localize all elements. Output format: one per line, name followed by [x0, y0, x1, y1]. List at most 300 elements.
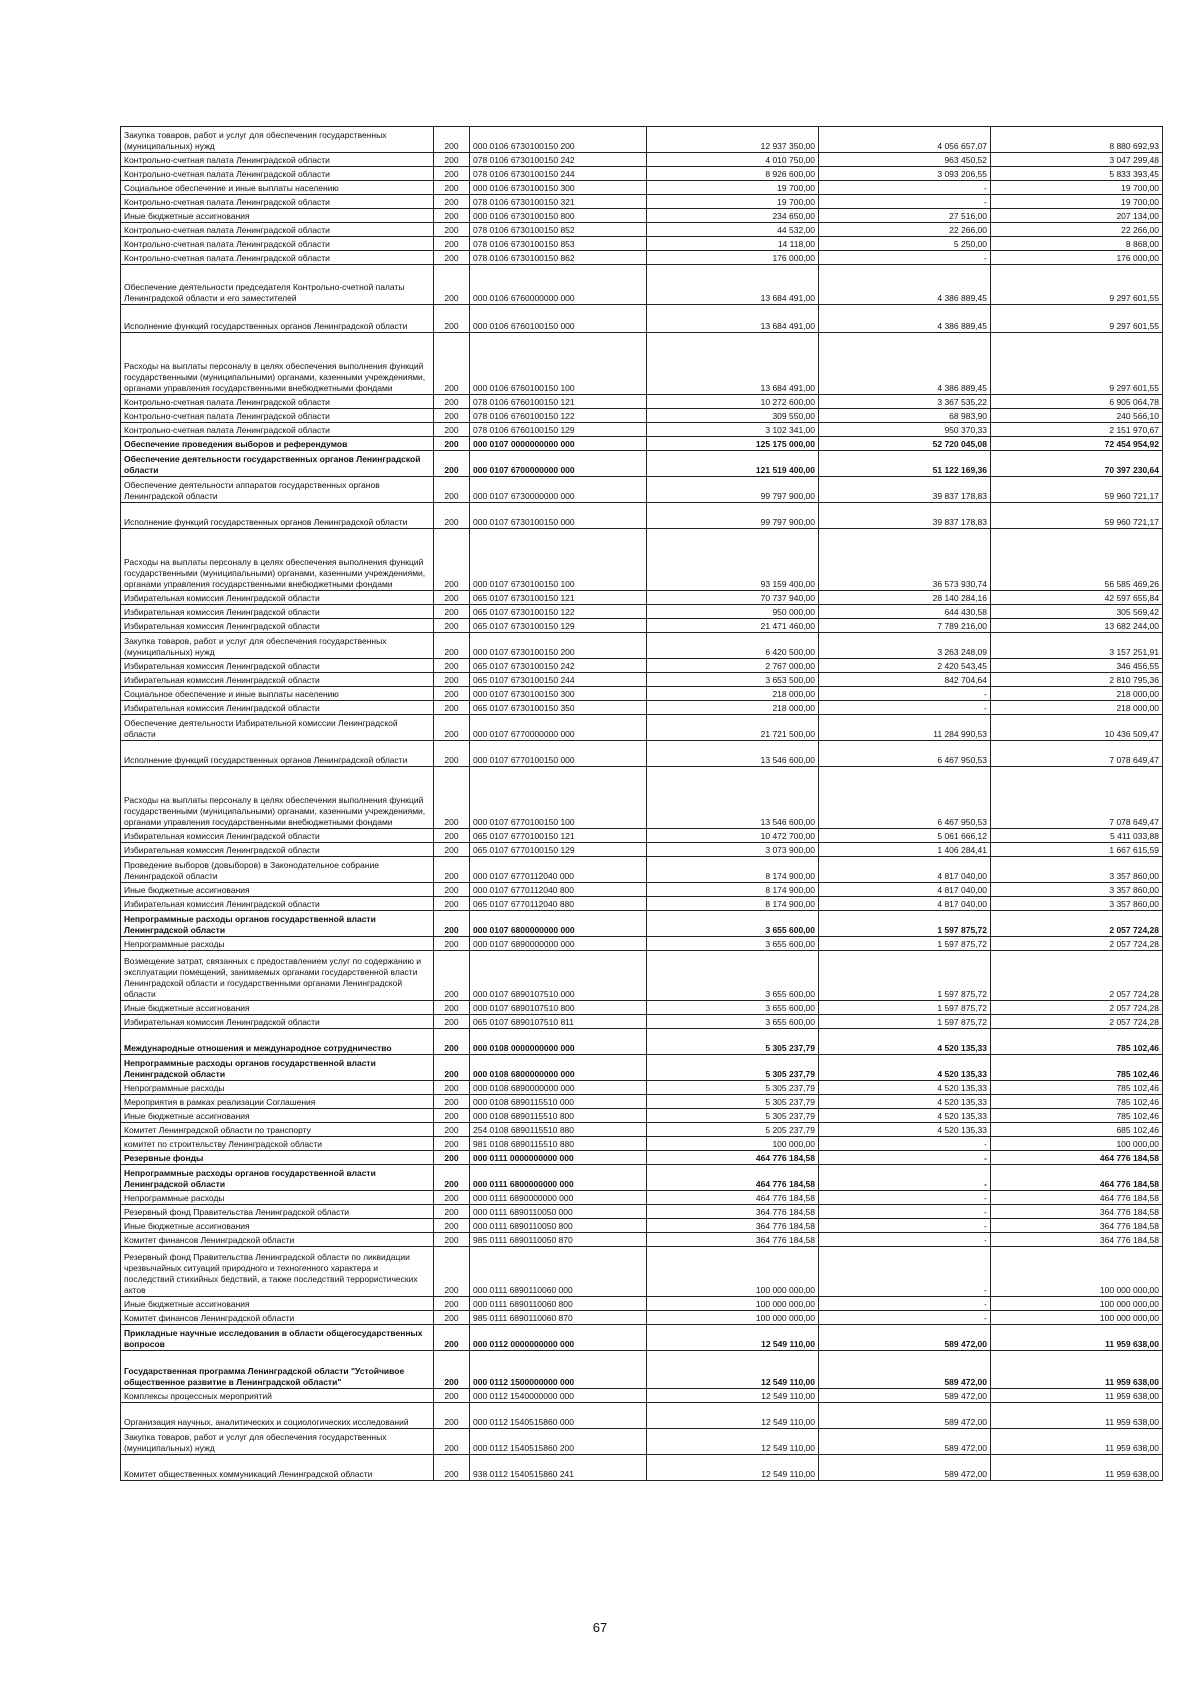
- line-code-cell: 200: [434, 701, 470, 715]
- budget-classification-code-cell: 078 0106 6760100150 121: [470, 395, 647, 409]
- line-code-cell: 200: [434, 1029, 470, 1055]
- approved-amount-cell: 100 000,00: [647, 1137, 819, 1151]
- unexecuted-amount-cell: 218 000,00: [991, 687, 1163, 701]
- table-row: [121, 251, 1163, 265]
- executed-amount-cell: 1 597 875,72: [819, 911, 991, 937]
- approved-amount-cell: 5 305 237,79: [647, 1095, 819, 1109]
- expense-name-cell: Комитет финансов Ленинградской области: [121, 1311, 434, 1325]
- table-row: [121, 633, 1163, 659]
- line-code-cell: 200: [434, 687, 470, 701]
- approved-amount-cell: 464 776 184,58: [647, 1191, 819, 1205]
- expense-name-cell: Иные бюджетные ассигнования: [121, 1001, 434, 1015]
- executed-amount-cell: 963 450,52: [819, 153, 991, 167]
- budget-classification-code-cell: 000 0108 6800000000 000: [470, 1055, 647, 1081]
- executed-amount-cell: -: [819, 1137, 991, 1151]
- table-row: [121, 265, 1163, 305]
- line-code-cell: 200: [434, 741, 470, 767]
- budget-classification-code-cell: 000 0107 6700000000 000: [470, 451, 647, 477]
- unexecuted-amount-cell: 11 959 638,00: [991, 1389, 1163, 1403]
- budget-classification-code-cell: 000 0107 6730000000 000: [470, 477, 647, 503]
- budget-classification-code-cell: 065 0107 6730100150 129: [470, 619, 647, 633]
- expense-name-cell: Контрольно-счетная палата Ленинградской области: [121, 195, 434, 209]
- unexecuted-amount-cell: 42 597 655,84: [991, 591, 1163, 605]
- unexecuted-amount-cell: 5 833 393,45: [991, 167, 1163, 181]
- executed-amount-cell: -: [819, 687, 991, 701]
- budget-classification-code-cell: 000 0106 6730100150 300: [470, 181, 647, 195]
- table-row: [121, 1233, 1163, 1247]
- table-row: [121, 223, 1163, 237]
- table-row: [121, 1095, 1163, 1109]
- line-code-cell: 200: [434, 1219, 470, 1233]
- budget-classification-code-cell: 000 0112 1540515860 000: [470, 1403, 647, 1429]
- unexecuted-amount-cell: 8 868,00: [991, 237, 1163, 251]
- expense-name-cell: Иные бюджетные ассигнования: [121, 1109, 434, 1123]
- executed-amount-cell: 5 061 666,12: [819, 829, 991, 843]
- approved-amount-cell: 464 776 184,58: [647, 1151, 819, 1165]
- executed-amount-cell: 589 472,00: [819, 1325, 991, 1351]
- unexecuted-amount-cell: 2 057 724,28: [991, 951, 1163, 1001]
- executed-amount-cell: 1 406 284,41: [819, 843, 991, 857]
- unexecuted-amount-cell: 100 000 000,00: [991, 1297, 1163, 1311]
- expense-name-cell: Избирательная комиссия Ленинградской области: [121, 897, 434, 911]
- table-row: [121, 1351, 1163, 1389]
- executed-amount-cell: 589 472,00: [819, 1429, 991, 1455]
- unexecuted-amount-cell: 100 000 000,00: [991, 1311, 1163, 1325]
- table-row: [121, 127, 1163, 153]
- expense-name-cell: Иные бюджетные ассигнования: [121, 1297, 434, 1311]
- unexecuted-amount-cell: 59 960 721,17: [991, 477, 1163, 503]
- line-code-cell: 200: [434, 423, 470, 437]
- approved-amount-cell: 4 010 750,00: [647, 153, 819, 167]
- expense-name-cell: Исполнение функций государственных органов Ленинградской области: [121, 741, 434, 767]
- unexecuted-amount-cell: 2 057 724,28: [991, 1001, 1163, 1015]
- expense-name-cell: Контрольно-счетная палата Ленинградской области: [121, 409, 434, 423]
- approved-amount-cell: 13 684 491,00: [647, 333, 819, 395]
- line-code-cell: 200: [434, 897, 470, 911]
- unexecuted-amount-cell: 364 776 184,58: [991, 1233, 1163, 1247]
- line-code-cell: 200: [434, 237, 470, 251]
- table-row: [121, 1205, 1163, 1219]
- unexecuted-amount-cell: 11 959 638,00: [991, 1429, 1163, 1455]
- approved-amount-cell: 364 776 184,58: [647, 1219, 819, 1233]
- expense-name-cell: Избирательная комиссия Ленинградской области: [121, 829, 434, 843]
- budget-classification-code-cell: 065 0107 6730100150 244: [470, 673, 647, 687]
- approved-amount-cell: 364 776 184,58: [647, 1205, 819, 1219]
- executed-amount-cell: 4 520 135,33: [819, 1109, 991, 1123]
- executed-amount-cell: 3 093 206,55: [819, 167, 991, 181]
- table-row: [121, 209, 1163, 223]
- table-row: [121, 1001, 1163, 1015]
- line-code-cell: 200: [434, 1297, 470, 1311]
- unexecuted-amount-cell: 9 297 601,55: [991, 333, 1163, 395]
- executed-amount-cell: 52 720 045,08: [819, 437, 991, 451]
- executed-amount-cell: -: [819, 1297, 991, 1311]
- executed-amount-cell: -: [819, 701, 991, 715]
- page-number: 67: [592, 1620, 608, 1635]
- table-row: [121, 1137, 1163, 1151]
- unexecuted-amount-cell: 8 880 692,93: [991, 127, 1163, 153]
- line-code-cell: 200: [434, 1247, 470, 1297]
- table-row: [121, 1247, 1163, 1297]
- unexecuted-amount-cell: 100 000 000,00: [991, 1247, 1163, 1297]
- expense-name-cell: Закупка товаров, работ и услуг для обеспечения государственных (муниципальных) нужд: [121, 127, 434, 153]
- unexecuted-amount-cell: 218 000,00: [991, 701, 1163, 715]
- expense-name-cell: Закупка товаров, работ и услуг для обеспечения государственных (муниципальных) нужд: [121, 1429, 434, 1455]
- line-code-cell: 200: [434, 1429, 470, 1455]
- line-code-cell: 200: [434, 591, 470, 605]
- line-code-cell: 200: [434, 265, 470, 305]
- expense-name-cell: Иные бюджетные ассигнования: [121, 209, 434, 223]
- unexecuted-amount-cell: 464 776 184,58: [991, 1165, 1163, 1191]
- budget-classification-code-cell: 078 0106 6730100150 853: [470, 237, 647, 251]
- approved-amount-cell: 950 000,00: [647, 605, 819, 619]
- expense-name-cell: Социальное обеспечение и иные выплаты населению: [121, 687, 434, 701]
- approved-amount-cell: 6 420 500,00: [647, 633, 819, 659]
- unexecuted-amount-cell: 9 297 601,55: [991, 305, 1163, 333]
- table-row: [121, 857, 1163, 883]
- expense-name-cell: Прикладные научные исследования в области общегосударственных вопросов: [121, 1325, 434, 1351]
- table-row: [121, 1081, 1163, 1095]
- expense-name-cell: Избирательная комиссия Ленинградской области: [121, 843, 434, 857]
- budget-classification-code-cell: 000 0107 6890000000 000: [470, 937, 647, 951]
- line-code-cell: 200: [434, 409, 470, 423]
- table-row: [121, 395, 1163, 409]
- approved-amount-cell: 99 797 900,00: [647, 503, 819, 529]
- line-code-cell: 200: [434, 1191, 470, 1205]
- budget-classification-code-cell: 000 0107 6770100150 000: [470, 741, 647, 767]
- approved-amount-cell: 2 767 000,00: [647, 659, 819, 673]
- approved-amount-cell: 13 546 600,00: [647, 741, 819, 767]
- expense-name-cell: Избирательная комиссия Ленинградской области: [121, 591, 434, 605]
- budget-classification-code-cell: 000 0107 6770100150 100: [470, 767, 647, 829]
- unexecuted-amount-cell: 11 959 638,00: [991, 1455, 1163, 1481]
- executed-amount-cell: 4 520 135,33: [819, 1095, 991, 1109]
- line-code-cell: 200: [434, 503, 470, 529]
- executed-amount-cell: 4 817 040,00: [819, 857, 991, 883]
- unexecuted-amount-cell: 6 905 064,78: [991, 395, 1163, 409]
- budget-classification-code-cell: 000 0111 6890110060 000: [470, 1247, 647, 1297]
- budget-classification-code-cell: 000 0107 6770000000 000: [470, 715, 647, 741]
- table-row: [121, 167, 1163, 181]
- executed-amount-cell: 644 430,58: [819, 605, 991, 619]
- approved-amount-cell: 12 549 110,00: [647, 1389, 819, 1403]
- approved-amount-cell: 13 684 491,00: [647, 265, 819, 305]
- executed-amount-cell: -: [819, 1205, 991, 1219]
- budget-classification-code-cell: 065 0107 6770100150 129: [470, 843, 647, 857]
- unexecuted-amount-cell: 3 047 299,48: [991, 153, 1163, 167]
- approved-amount-cell: 364 776 184,58: [647, 1233, 819, 1247]
- unexecuted-amount-cell: 72 454 954,92: [991, 437, 1163, 451]
- expense-name-cell: Исполнение функций государственных органов Ленинградской области: [121, 305, 434, 333]
- approved-amount-cell: 218 000,00: [647, 687, 819, 701]
- approved-amount-cell: 12 549 110,00: [647, 1455, 819, 1481]
- expense-name-cell: Непрограммные расходы органов государственной власти Ленинградской области: [121, 1055, 434, 1081]
- expense-name-cell: Резервный фонд Правительства Ленинградской области по ликвидации чрезвычайных ситуаций природного и техногенного характера и последствий стихийных бедствий, а также последствий террористических актов: [121, 1247, 434, 1297]
- expense-name-cell: Мероприятия в рамках реализации Соглашения: [121, 1095, 434, 1109]
- budget-classification-code-cell: 000 0107 6730100150 100: [470, 529, 647, 591]
- budget-classification-code-cell: 000 0111 0000000000 000: [470, 1151, 647, 1165]
- executed-amount-cell: 589 472,00: [819, 1351, 991, 1389]
- line-code-cell: 200: [434, 1311, 470, 1325]
- line-code-cell: 200: [434, 1389, 470, 1403]
- unexecuted-amount-cell: 9 297 601,55: [991, 265, 1163, 305]
- approved-amount-cell: 44 532,00: [647, 223, 819, 237]
- expense-name-cell: Резервные фонды: [121, 1151, 434, 1165]
- table-row: [121, 1311, 1163, 1325]
- table-row: [121, 195, 1163, 209]
- line-code-cell: 200: [434, 167, 470, 181]
- executed-amount-cell: 27 516,00: [819, 209, 991, 223]
- table-row: [121, 1455, 1163, 1481]
- expense-name-cell: Комитет Ленинградской области по транспорту: [121, 1123, 434, 1137]
- line-code-cell: 200: [434, 1137, 470, 1151]
- approved-amount-cell: 8 174 900,00: [647, 897, 819, 911]
- expense-name-cell: Иные бюджетные ассигнования: [121, 883, 434, 897]
- executed-amount-cell: 4 386 889,45: [819, 333, 991, 395]
- table-row: [121, 1151, 1163, 1165]
- table-row: [121, 333, 1163, 395]
- table-row: [121, 659, 1163, 673]
- expense-name-cell: Избирательная комиссия Ленинградской области: [121, 701, 434, 715]
- budget-classification-code-cell: 065 0107 6730100150 350: [470, 701, 647, 715]
- line-code-cell: 200: [434, 195, 470, 209]
- executed-amount-cell: -: [819, 1165, 991, 1191]
- table-row: [121, 181, 1163, 195]
- expense-name-cell: Государственная программа Ленинградской области "Устойчивое общественное развитие в Ленинградской области": [121, 1351, 434, 1389]
- budget-classification-code-cell: 078 0106 6730100150 244: [470, 167, 647, 181]
- approved-amount-cell: 5 205 237,79: [647, 1123, 819, 1137]
- unexecuted-amount-cell: 19 700,00: [991, 181, 1163, 195]
- unexecuted-amount-cell: 7 078 649,47: [991, 767, 1163, 829]
- table-row: [121, 843, 1163, 857]
- budget-classification-code-cell: 000 0107 6730100150 300: [470, 687, 647, 701]
- executed-amount-cell: 842 704,64: [819, 673, 991, 687]
- budget-classification-code-cell: 000 0111 6890000000 000: [470, 1191, 647, 1205]
- executed-amount-cell: 4 817 040,00: [819, 883, 991, 897]
- line-code-cell: 200: [434, 209, 470, 223]
- unexecuted-amount-cell: 7 078 649,47: [991, 741, 1163, 767]
- unexecuted-amount-cell: 2 057 724,28: [991, 911, 1163, 937]
- approved-amount-cell: 8 926 600,00: [647, 167, 819, 181]
- expense-name-cell: Резервный фонд Правительства Ленинградской области: [121, 1205, 434, 1219]
- executed-amount-cell: -: [819, 1247, 991, 1297]
- budget-classification-code-cell: 000 0108 6890000000 000: [470, 1081, 647, 1095]
- line-code-cell: 200: [434, 305, 470, 333]
- line-code-cell: 200: [434, 883, 470, 897]
- table-row: [121, 1123, 1163, 1137]
- line-code-cell: 200: [434, 767, 470, 829]
- table-row: [121, 1165, 1163, 1191]
- approved-amount-cell: 12 549 110,00: [647, 1429, 819, 1455]
- line-code-cell: 200: [434, 829, 470, 843]
- executed-amount-cell: -: [819, 1233, 991, 1247]
- unexecuted-amount-cell: 2 151 970,67: [991, 423, 1163, 437]
- executed-amount-cell: 68 983,90: [819, 409, 991, 423]
- table-row: [121, 1029, 1163, 1055]
- budget-classification-code-cell: 000 0106 6760100150 000: [470, 305, 647, 333]
- approved-amount-cell: 5 305 237,79: [647, 1081, 819, 1095]
- approved-amount-cell: 234 650,00: [647, 209, 819, 223]
- line-code-cell: 200: [434, 395, 470, 409]
- approved-amount-cell: 3 655 600,00: [647, 1015, 819, 1029]
- unexecuted-amount-cell: 364 776 184,58: [991, 1205, 1163, 1219]
- line-code-cell: 200: [434, 1081, 470, 1095]
- approved-amount-cell: 13 546 600,00: [647, 767, 819, 829]
- approved-amount-cell: 70 737 940,00: [647, 591, 819, 605]
- executed-amount-cell: 4 520 135,33: [819, 1029, 991, 1055]
- unexecuted-amount-cell: 785 102,46: [991, 1081, 1163, 1095]
- executed-amount-cell: 4 386 889,45: [819, 305, 991, 333]
- unexecuted-amount-cell: 59 960 721,17: [991, 503, 1163, 529]
- line-code-cell: 200: [434, 1351, 470, 1389]
- budget-classification-code-cell: 000 0108 6890115510 800: [470, 1109, 647, 1123]
- line-code-cell: 200: [434, 911, 470, 937]
- budget-classification-code-cell: 938 0112 1540515860 241: [470, 1455, 647, 1481]
- table-row: [121, 423, 1163, 437]
- expense-name-cell: комитет по строительству Ленинградской области: [121, 1137, 434, 1151]
- approved-amount-cell: 309 550,00: [647, 409, 819, 423]
- expense-name-cell: Обеспечение деятельности председателя Контрольно-счетной палаты Ленинградской области и его заместителей: [121, 265, 434, 305]
- expense-name-cell: Закупка товаров, работ и услуг для обеспечения государственных (муниципальных) нужд: [121, 633, 434, 659]
- expense-name-cell: Социальное обеспечение и иные выплаты населению: [121, 181, 434, 195]
- line-code-cell: 200: [434, 1151, 470, 1165]
- budget-classification-code-cell: 078 0106 6730100150 862: [470, 251, 647, 265]
- budget-classification-code-cell: 000 0108 0000000000 000: [470, 1029, 647, 1055]
- executed-amount-cell: 39 837 178,83: [819, 477, 991, 503]
- line-code-cell: 200: [434, 1403, 470, 1429]
- approved-amount-cell: 93 159 400,00: [647, 529, 819, 591]
- unexecuted-amount-cell: 11 959 638,00: [991, 1403, 1163, 1429]
- table-row: [121, 529, 1163, 591]
- table-row: [121, 951, 1163, 1001]
- approved-amount-cell: 19 700,00: [647, 195, 819, 209]
- executed-amount-cell: 2 420 543,45: [819, 659, 991, 673]
- expense-name-cell: Обеспечение деятельности государственных органов Ленинградской области: [121, 451, 434, 477]
- unexecuted-amount-cell: 100 000,00: [991, 1137, 1163, 1151]
- executed-amount-cell: 950 370,33: [819, 423, 991, 437]
- budget-classification-code-cell: 000 0107 0000000000 000: [470, 437, 647, 451]
- expense-name-cell: Комплексы процессных мероприятий: [121, 1389, 434, 1403]
- budget-classification-code-cell: 078 0106 6730100150 321: [470, 195, 647, 209]
- executed-amount-cell: 6 467 950,53: [819, 741, 991, 767]
- executed-amount-cell: 11 284 990,53: [819, 715, 991, 741]
- approved-amount-cell: 3 655 600,00: [647, 951, 819, 1001]
- unexecuted-amount-cell: 785 102,46: [991, 1055, 1163, 1081]
- budget-classification-code-cell: 078 0106 6760100150 122: [470, 409, 647, 423]
- unexecuted-amount-cell: 685 102,46: [991, 1123, 1163, 1137]
- approved-amount-cell: 100 000 000,00: [647, 1311, 819, 1325]
- approved-amount-cell: 21 471 460,00: [647, 619, 819, 633]
- expense-name-cell: Избирательная комиссия Ленинградской области: [121, 619, 434, 633]
- table-row: [121, 1055, 1163, 1081]
- expense-name-cell: Избирательная комиссия Ленинградской области: [121, 1015, 434, 1029]
- budget-classification-code-cell: 065 0107 6730100150 242: [470, 659, 647, 673]
- table-row: [121, 591, 1163, 605]
- table-row: [121, 1403, 1163, 1429]
- approved-amount-cell: 19 700,00: [647, 181, 819, 195]
- budget-classification-code-cell: 065 0107 6730100150 122: [470, 605, 647, 619]
- executed-amount-cell: 3 263 248,09: [819, 633, 991, 659]
- executed-amount-cell: 36 573 930,74: [819, 529, 991, 591]
- expense-name-cell: Непрограммные расходы: [121, 937, 434, 951]
- budget-classification-code-cell: 000 0111 6890110060 800: [470, 1297, 647, 1311]
- approved-amount-cell: 13 684 491,00: [647, 305, 819, 333]
- unexecuted-amount-cell: 2 057 724,28: [991, 1015, 1163, 1029]
- executed-amount-cell: 6 467 950,53: [819, 767, 991, 829]
- expense-name-cell: Контрольно-счетная палата Ленинградской области: [121, 237, 434, 251]
- approved-amount-cell: 100 000 000,00: [647, 1297, 819, 1311]
- table-row: [121, 829, 1163, 843]
- expense-name-cell: Непрограммные расходы: [121, 1081, 434, 1095]
- expense-name-cell: Контрольно-счетная палата Ленинградской области: [121, 251, 434, 265]
- expense-name-cell: Контрольно-счетная палата Ленинградской области: [121, 395, 434, 409]
- expense-name-cell: Контрольно-счетная палата Ленинградской области: [121, 223, 434, 237]
- expense-name-cell: Комитет общественных коммуникаций Ленинградской области: [121, 1455, 434, 1481]
- line-code-cell: 200: [434, 437, 470, 451]
- budget-classification-code-cell: 000 0107 6730100150 000: [470, 503, 647, 529]
- table-row: [121, 715, 1163, 741]
- budget-classification-code-cell: 000 0112 1540515860 200: [470, 1429, 647, 1455]
- unexecuted-amount-cell: 3 357 860,00: [991, 883, 1163, 897]
- table-row: [121, 437, 1163, 451]
- executed-amount-cell: 1 597 875,72: [819, 1015, 991, 1029]
- budget-classification-code-cell: 078 0106 6760100150 129: [470, 423, 647, 437]
- unexecuted-amount-cell: 364 776 184,58: [991, 1219, 1163, 1233]
- approved-amount-cell: 5 305 237,79: [647, 1029, 819, 1055]
- unexecuted-amount-cell: 464 776 184,58: [991, 1151, 1163, 1165]
- executed-amount-cell: 4 520 135,33: [819, 1081, 991, 1095]
- budget-classification-code-cell: 000 0106 6760100150 100: [470, 333, 647, 395]
- table-row: [121, 1015, 1163, 1029]
- budget-classification-code-cell: 000 0112 1500000000 000: [470, 1351, 647, 1389]
- budget-classification-code-cell: 065 0107 6770100150 121: [470, 829, 647, 843]
- expense-name-cell: Расходы на выплаты персоналу в целях обеспечения выполнения функций государственными (муниципальными) органами, казенными учреждениями, органами управления государственными внебюджетными фондами: [121, 333, 434, 395]
- line-code-cell: 200: [434, 1001, 470, 1015]
- expense-name-cell: Избирательная комиссия Ленинградской области: [121, 659, 434, 673]
- unexecuted-amount-cell: 10 436 509,47: [991, 715, 1163, 741]
- table-row: [121, 1109, 1163, 1123]
- expense-name-cell: Расходы на выплаты персоналу в целях обеспечения выполнения функций государственными (муниципальными) органами, казенными учреждениями, органами управления государственными внебюджетными фондами: [121, 767, 434, 829]
- approved-amount-cell: 100 000 000,00: [647, 1247, 819, 1297]
- budget-classification-code-cell: 254 0108 6890115510 880: [470, 1123, 647, 1137]
- budget-classification-code-cell: 000 0106 6760000000 000: [470, 265, 647, 305]
- budget-classification-code-cell: 065 0107 6730100150 121: [470, 591, 647, 605]
- expense-name-cell: Контрольно-счетная палата Ленинградской области: [121, 423, 434, 437]
- executed-amount-cell: -: [819, 181, 991, 195]
- line-code-cell: 200: [434, 619, 470, 633]
- executed-amount-cell: 5 250,00: [819, 237, 991, 251]
- executed-amount-cell: -: [819, 1311, 991, 1325]
- expense-name-cell: Обеспечение деятельности Избирательной комиссии Ленинградской области: [121, 715, 434, 741]
- executed-amount-cell: -: [819, 195, 991, 209]
- line-code-cell: 200: [434, 1455, 470, 1481]
- executed-amount-cell: 4 386 889,45: [819, 265, 991, 305]
- line-code-cell: 200: [434, 1165, 470, 1191]
- executed-amount-cell: -: [819, 1151, 991, 1165]
- budget-classification-code-cell: 981 0108 6890115510 880: [470, 1137, 647, 1151]
- budget-classification-code-cell: 000 0107 6770112040 000: [470, 857, 647, 883]
- table-row: [121, 619, 1163, 633]
- budget-classification-code-cell: 000 0106 6730100150 800: [470, 209, 647, 223]
- line-code-cell: 200: [434, 333, 470, 395]
- line-code-cell: 200: [434, 477, 470, 503]
- line-code-cell: 200: [434, 605, 470, 619]
- line-code-cell: 200: [434, 1233, 470, 1247]
- unexecuted-amount-cell: 785 102,46: [991, 1029, 1163, 1055]
- table-row: [121, 883, 1163, 897]
- budget-classification-code-cell: 000 0112 1540000000 000: [470, 1389, 647, 1403]
- approved-amount-cell: 3 655 600,00: [647, 937, 819, 951]
